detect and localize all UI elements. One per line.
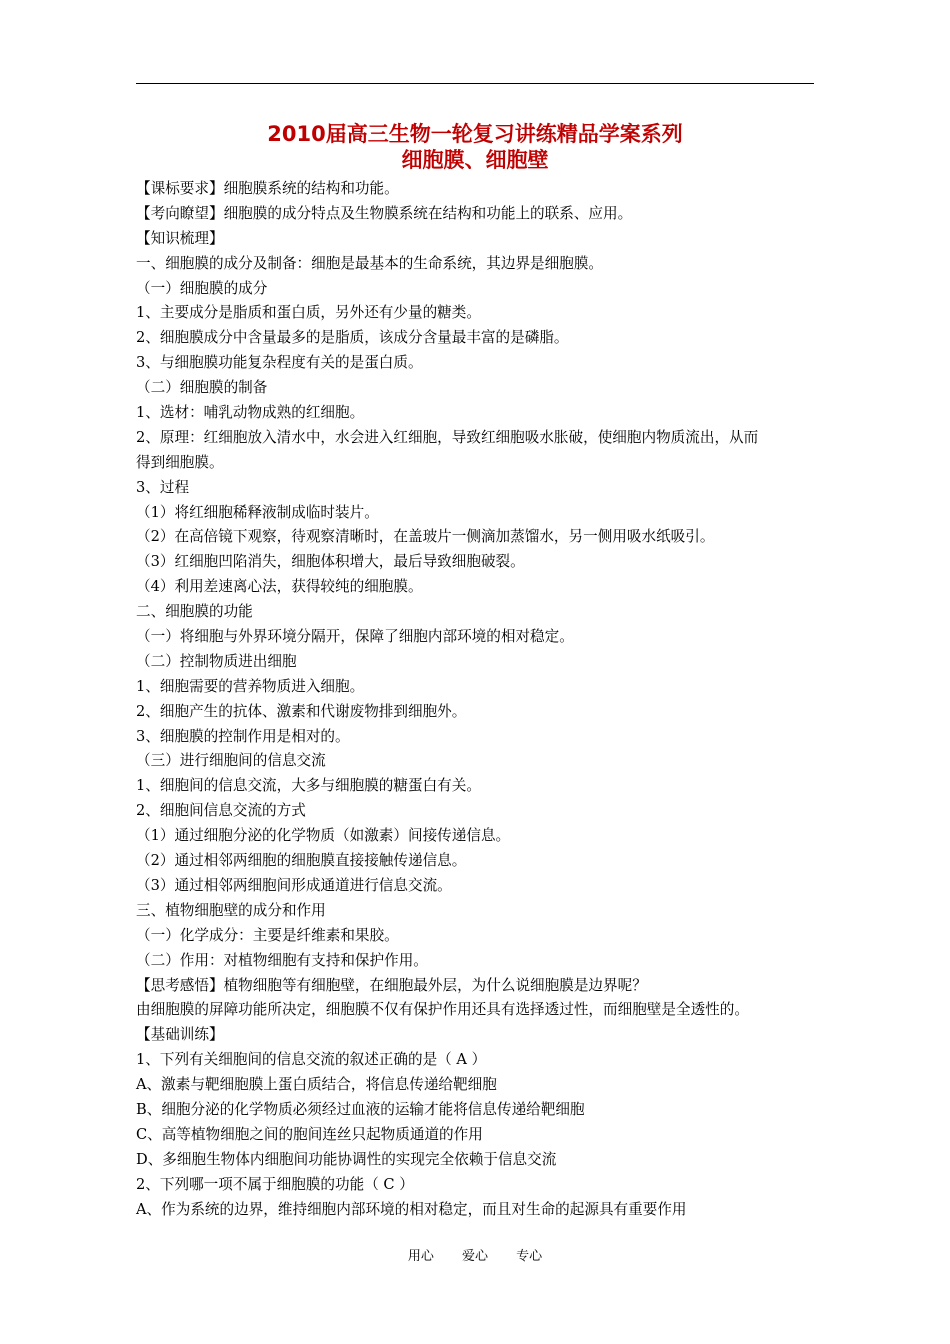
text-line: 1、细胞间的信息交流，大多与细胞膜的糖蛋白有关。 <box>136 777 481 795</box>
text-line: （三）进行细胞间的信息交流 <box>136 752 326 770</box>
text-line: （2）在高倍镜下观察，待观察清晰时，在盖玻片一侧滴加蒸馏水，另一侧用吸水纸吸引。 <box>136 528 715 546</box>
text-line: 【课标要求】细胞膜系统的结构和功能。 <box>136 180 399 197</box>
page-footer <box>0 1247 950 1267</box>
text-line: 二、细胞膜的功能 <box>136 603 253 621</box>
text-line: （1）通过细胞分泌的化学物质（如激素）间接传递信息。 <box>136 827 511 845</box>
text-line: 【思考感悟】植物细胞等有细胞壁，在细胞最外层，为什么说细胞膜是边界呢？ <box>136 976 647 994</box>
document-subtitle: 细胞膜、细胞壁 <box>401 148 549 172</box>
text-line: 2、细胞间信息交流的方式 <box>136 802 306 820</box>
text-line: 三、植物细胞壁的成分和作用 <box>136 901 326 919</box>
text-line: （一）化学成分：主要是纤维素和果胶。 <box>136 926 399 944</box>
document-body <box>136 177 836 1222</box>
text-line: 得到细胞膜。 <box>136 453 224 471</box>
text-line: 一、细胞膜的成分及制备：细胞是最基本的生命系统，其边界是细胞膜。 <box>136 254 604 272</box>
text-line: 2、原理：红细胞放入清水中，水会进入红细胞，导致红细胞吸水胀破，使细胞内物质流出，从而 <box>136 428 759 446</box>
text-line: C、高等植物细胞之间的胞间连丝只起物质通道的作用 <box>136 1125 483 1143</box>
text-line: B、细胞分泌的化学物质必须经过血液的运输才能将信息传递给靶细胞 <box>136 1100 585 1118</box>
text-line: 【基础训练】 <box>136 1026 224 1044</box>
text-line: A、作为系统的边界，维持细胞内部环境的相对稳定，而且对生命的起源具有重要作用 <box>136 1200 687 1218</box>
text-line: 1、选材：哺乳动物成熟的红细胞。 <box>136 404 365 422</box>
text-line: 【考向瞭望】细胞膜的成分特点及生物膜系统在结构和功能上的联系、应用。 <box>136 204 633 222</box>
footer-text-2: 爱心 <box>461 1249 488 1264</box>
text-line: 3、细胞膜的控制作用是相对的。 <box>136 727 350 745</box>
text-line: 3、与细胞膜功能复杂程度有关的是蛋白质。 <box>136 354 423 372</box>
text-line: （3）红细胞凹陷消失，细胞体积增大，最后导致细胞破裂。 <box>136 553 525 571</box>
text-line: D、多细胞生物体内细胞间功能协调性的实现完全依赖于信息交流 <box>136 1150 557 1168</box>
text-line: （1）将红细胞稀释液制成临时装片。 <box>136 503 379 521</box>
text-line: 1、主要成分是脂质和蛋白质，另外还有少量的糖类。 <box>136 304 481 322</box>
text-line: （二）作用：对植物细胞有支持和保护作用。 <box>136 951 428 969</box>
text-line: （二）控制物质进出细胞 <box>136 652 297 670</box>
text-line: 1、细胞需要的营养物质进入细胞。 <box>136 677 365 695</box>
text-line: （二）细胞膜的制备 <box>136 379 268 397</box>
text-line: 2、下列哪一项不属于细胞膜的功能（ C ） <box>136 1175 414 1193</box>
text-line: 3、过程 <box>136 478 190 496</box>
text-line: 2、细胞膜成分中含量最多的是脂质，该成分含量最丰富的是磷脂。 <box>136 329 569 347</box>
text-line: 2、细胞产生的抗体、激素和代谢废物排到细胞外。 <box>136 702 467 720</box>
text-line: （3）通过相邻两细胞间形成通道进行信息交流。 <box>136 876 452 894</box>
footer-text-3: 专心 <box>516 1249 543 1264</box>
text-line: （2）通过相邻两细胞的细胞膜直接接触传递信息。 <box>136 852 467 870</box>
text-line: （一）细胞膜的成分 <box>136 279 268 297</box>
text-line: 由细胞膜的屏障功能所决定，细胞膜不仅有保护作用还具有选择透过性，而细胞壁是全透性的。 <box>136 1001 749 1019</box>
text-line: A、激素与靶细胞膜上蛋白质结合，将信息传递给靶细胞 <box>136 1076 497 1094</box>
text-line: 1、下列有关细胞间的信息交流的叙述正确的是（ A ） <box>136 1051 487 1069</box>
footer-text-1: 用心 <box>407 1249 434 1264</box>
text-line: （一）将细胞与外界环境分隔开，保障了细胞内部环境的相对稳定。 <box>136 628 574 646</box>
text-line: 【知识梳理】 <box>136 229 224 247</box>
header-rule <box>136 83 814 84</box>
text-line: （4）利用差速离心法，获得较纯的细胞膜。 <box>136 578 423 596</box>
document-title: 2010届高三生物一轮复习讲练精品学案系列 <box>267 122 683 146</box>
